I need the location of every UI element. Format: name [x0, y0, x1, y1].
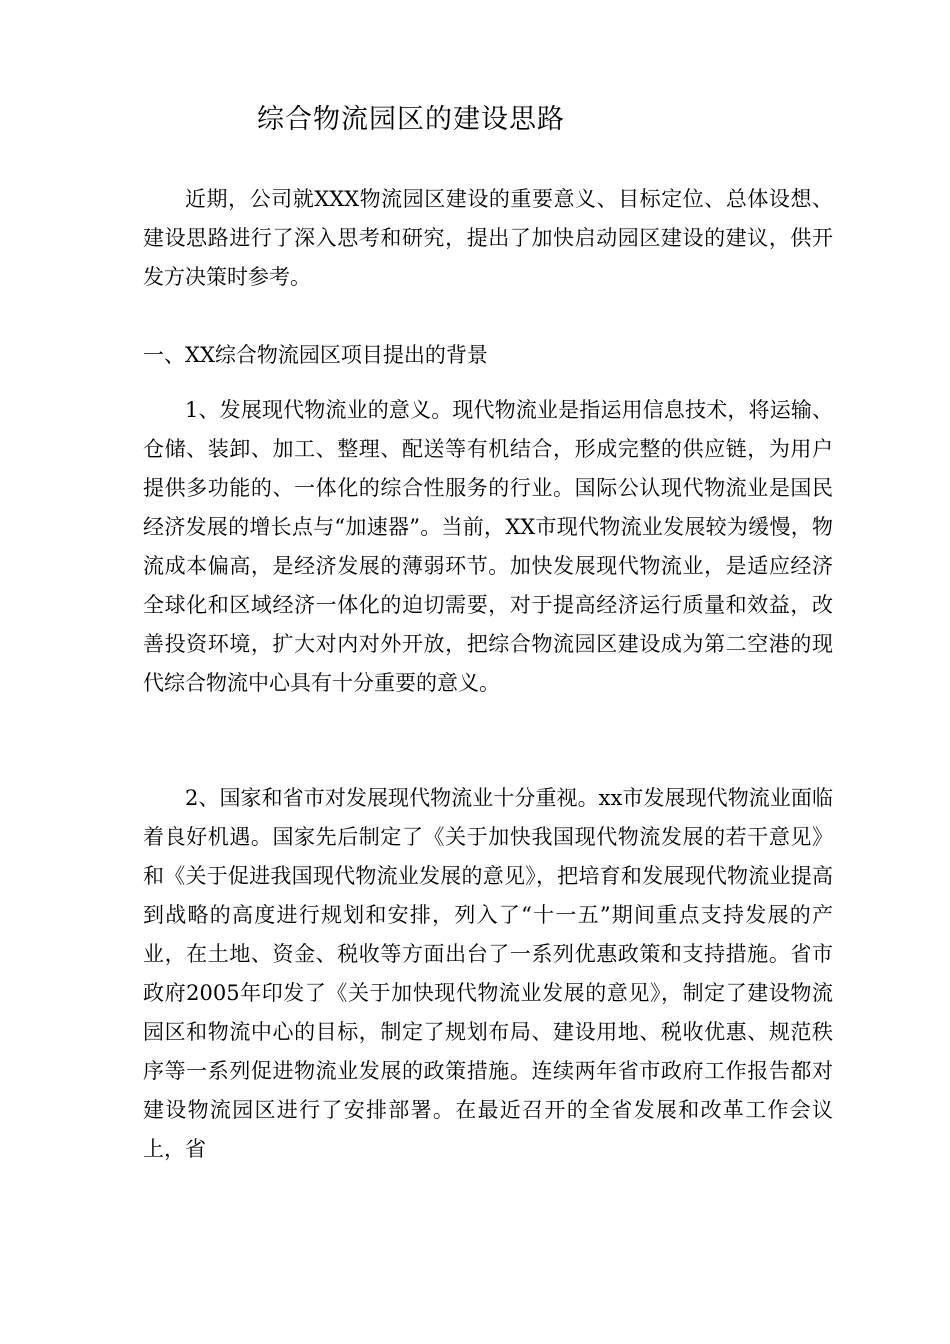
- section-heading: 一、XX综合物流园区项目提出的背景: [143, 343, 488, 367]
- body-paragraph-1: 1、发展现代物流业的意义。现代物流业是指运用信息技术，将运输、仓储、装卸、加工、整理、配送等有机结合，形成完整的供应链，为用户提供多功能的、一体化的综合性服务的行业。国际公认现代物流业是国民经济发展的增长点与“加速器”。当前，XX市现代物流业发展较为缓慢，物流成本偏高，是经济发展的薄弱环节。加快发展现代物流业，是适应经济全球化和区域经济一体化的迫切需要，对于提高经济运行质量和效益，改善投资环境，扩大对内对外开放，把综合物流园区建设成为第二空港的现代综合物流中心具有十分重要的意义。: [143, 398, 833, 695]
- document-title: 综合物流园区的建设思路: [257, 104, 565, 135]
- intro-paragraph: 近期，公司就XXX物流园区建设的重要意义、目标定位、总体设想、建设思路进行了深入思考和研究，提出了加快启动园区建设的建议，供开发方决策时参考。: [143, 187, 833, 289]
- body-paragraph-2: 2、国家和省市对发展现代物流业十分重视。xx市发展现代物流业面临着良好机遇。国家先后制定了《关于加快我国现代物流发展的若干意见》和《关于促进我国现代物流业发展的意见》，把培育和发展现代物流业提高到战略的高度进行规划和安排，列入了“十一五”期间重点支持发展的产业，在土地、资金、税收等方面出台了一系列优惠政策和支持措施。省市政府2005年印发了《关于加快现代物流业发展的意见》，制定了建设物流园区和物流中心的目标，制定了规划布局、建设用地、税收优惠、规范秩序等一系列促进物流业发展的政策措施。连续两年省市政府工作报告都对建设物流园区进行了安排部署。在最近召开的全省发展和改革工作会议上，省: [143, 786, 833, 1161]
